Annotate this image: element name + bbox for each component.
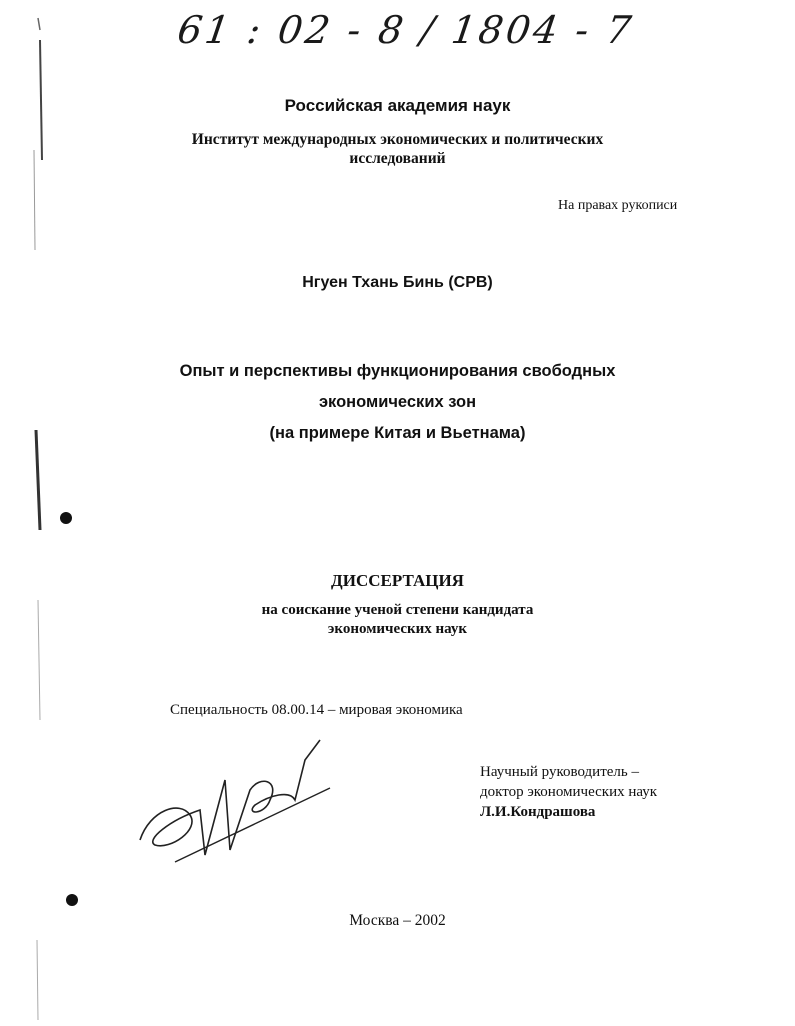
institute-line-1: Институт международных экономических и политических (191, 131, 604, 148)
document-type: ДИССЕРТАЦИЯ (331, 571, 464, 590)
dissertation-title-line-3: (на примере Китая и Вьетнама) (269, 424, 526, 442)
supervisor-role: Научный руководитель – (480, 764, 639, 780)
degree-line-1: на соискание ученой степени кандидата (261, 602, 534, 618)
supervisor-degree: доктор экономических наук (480, 784, 658, 800)
dissertation-title-line-2: экономических зон (318, 393, 477, 411)
institute-line-2: исследований (349, 150, 446, 167)
specialty-line: Специальность 08.00.14 – мировая экономика (170, 702, 463, 718)
handwritten-signature (130, 720, 340, 870)
supervisor-block (480, 762, 657, 822)
degree-line-2: экономических наук (327, 621, 468, 637)
city-year: Москва – 2002 (349, 912, 446, 929)
manuscript-rights-note: На правах рукописи (558, 198, 678, 213)
author-name: Нгуен Тхань Бинь (СРВ) (302, 274, 493, 291)
academy-name: Российская академия наук (284, 96, 511, 115)
archive-code-handwritten: 61 : 02 - 8 / 1804 - 7 (174, 8, 637, 52)
institute-name (0, 130, 795, 168)
dissertation-title-line-1: Опыт и перспективы функционирования свободных (179, 362, 616, 380)
degree-description (0, 601, 795, 639)
supervisor-name: Л.И.Кондрашова (480, 804, 596, 820)
